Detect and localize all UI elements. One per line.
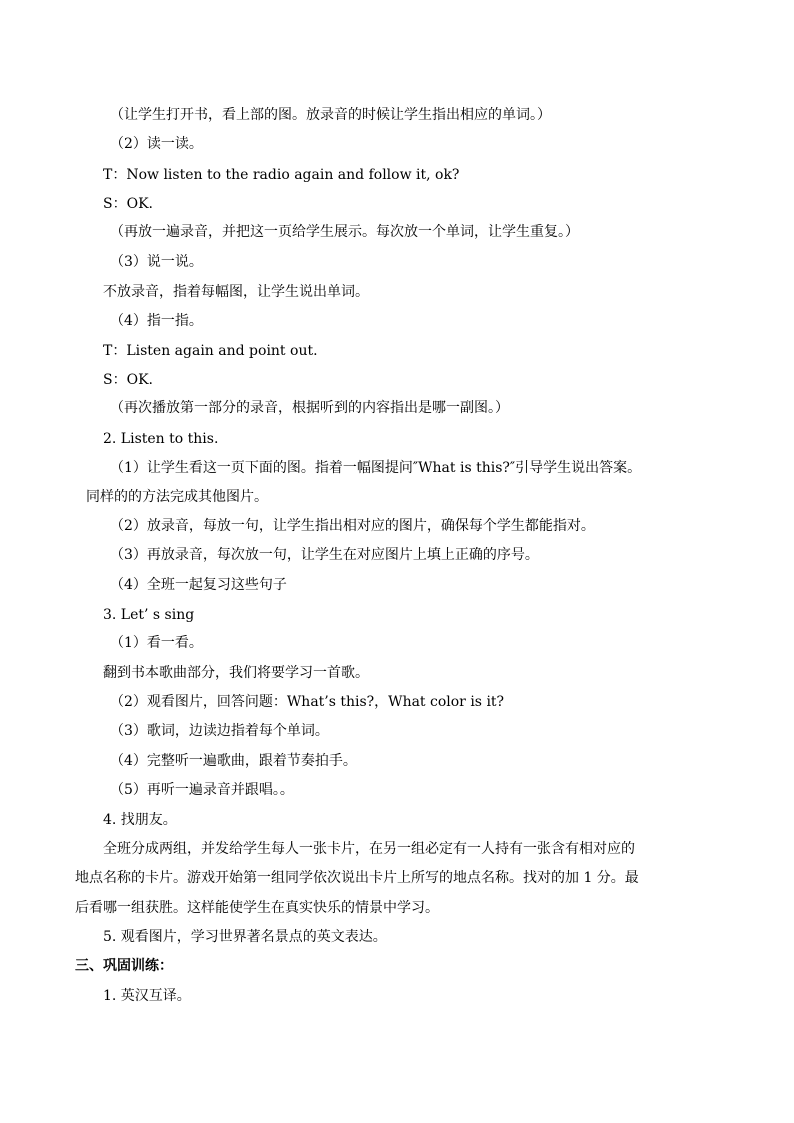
text-line-29: 5. 观看图片，学习世界著名景点的英文表达。 <box>103 929 387 945</box>
text-line-28: 后看哪一组获胜。这样能使学生在真实快乐的情景中学习。 <box>75 900 439 916</box>
text-line-22: （3）歌词，边读边指着每个单词。 <box>110 723 329 739</box>
text-line-26: 全班分成两组，并发给学生每人一张卡片，在另一组必定有一人持有一张含有相对应的 <box>103 841 635 857</box>
text-line-21: （2）观看图片，回答问题：What’s this?，What color is it? <box>110 694 505 710</box>
text-line-12: 2. Listen to this. <box>103 431 219 447</box>
text-line-19: （1）看一看。 <box>110 635 203 651</box>
text-line-11: （再次播放第一部分的录音，根据听到的内容指出是哪一副图。） <box>110 400 509 416</box>
text-line-31: 1. 英汉互译。 <box>103 988 191 1004</box>
text-line-20: 翻到书本歌曲部分，我们将要学习一首歌。 <box>103 665 369 681</box>
text-line-16: （3）再放录音，每次放一句，让学生在对应图片上填上正确的序号。 <box>110 547 539 563</box>
text-line-10: S：OK. <box>103 372 153 388</box>
text-line-3: T：Now listen to the radio again and follow it, ok? <box>103 167 460 183</box>
text-line-14: 同样的的方法完成其他图片。 <box>86 489 268 505</box>
text-line-27: 地点名称的卡片。游戏开始第一组同学依次说出卡片上所写的地点名称。找对的加 1 分。最 <box>75 870 639 886</box>
text-line-9: T：Listen again and point out. <box>103 343 318 359</box>
text-line-7: 不放录音，指着每幅图，让学生说出单词。 <box>103 284 369 300</box>
text-line-5: （再放一遍录音，并把这一页给学生展示。每次放一个单词，让学生重复。） <box>110 224 579 240</box>
section-heading: 三、巩固训练： <box>75 958 173 974</box>
text-line-24: （5）再听一遍录音并跟唱。。 <box>110 782 294 798</box>
text-line-6: （3）说一说。 <box>110 254 203 270</box>
text-line-4: S：OK. <box>103 196 153 212</box>
text-line-8: （4）指一指。 <box>110 313 203 329</box>
text-line-15: （2）放录音，每放一句，让学生指出相对应的图片，确保每个学生都能指对。 <box>110 518 595 534</box>
text-line-17: （4）全班一起复习这些句子 <box>110 577 287 593</box>
text-line-13: （1）让学生看这一页下面的图。指着一幅图提问″What is this?″引导学生说出答案。 <box>110 460 642 476</box>
text-line-18: 3. Let’ s sing <box>103 607 195 623</box>
text-line-25: 4. 找朋友。 <box>103 812 177 828</box>
text-line-1: （让学生打开书，看上部的图。放录音的时候让学生指出相应的单词。） <box>110 107 551 123</box>
text-line-23: （4）完整听一遍歌曲，跟着节奏拍手。 <box>110 753 357 769</box>
text-line-2: （2）读一读。 <box>110 136 203 152</box>
